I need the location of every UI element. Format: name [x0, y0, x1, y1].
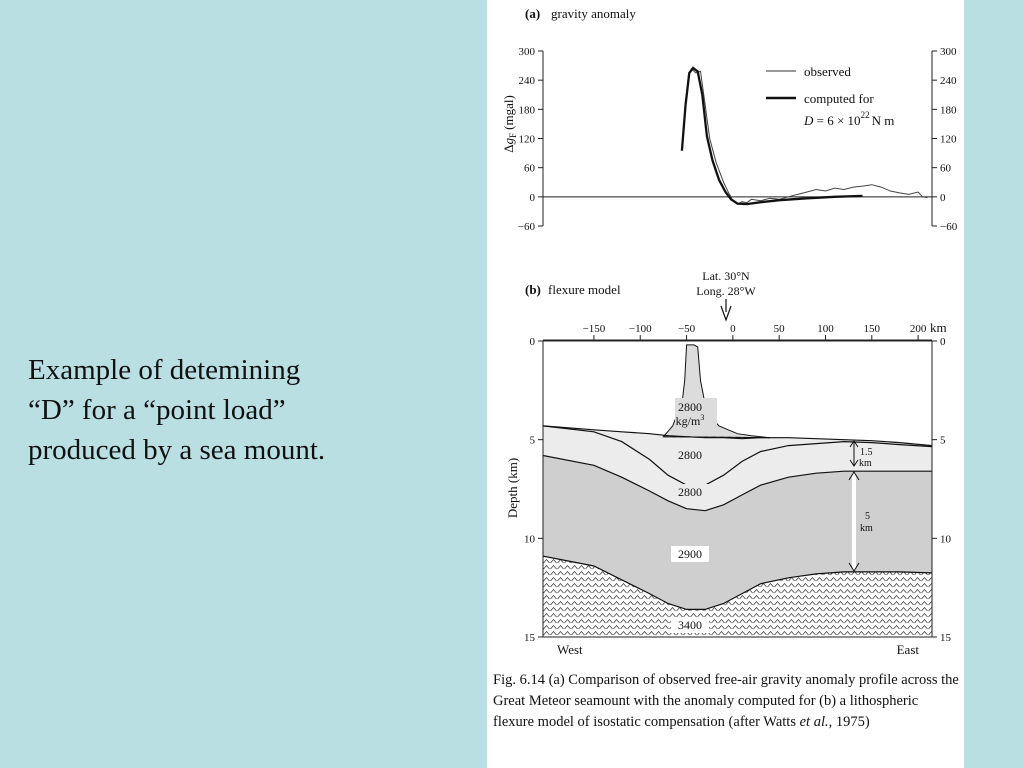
east-label: East [896, 642, 919, 657]
slide-text-line-3: produced by a sea mount. [28, 434, 326, 466]
slide-text [28, 350, 448, 470]
ylabel-delta: Δ [501, 144, 516, 153]
figure-caption [493, 670, 959, 733]
panel-b-xtick-label: 0 [730, 323, 736, 335]
legend-computed-label: computed for [804, 91, 874, 106]
panel-a-ytick-label-right: 300 [940, 46, 957, 58]
panel-a-ytick-label-right: 120 [940, 133, 957, 146]
layer2-density-label: 2800 [678, 448, 702, 462]
legend-observed-label: observed [804, 64, 851, 79]
gravity-anomaly-chart [501, 6, 958, 233]
location-arrow-icon [721, 299, 731, 320]
caption-italic: et al. [799, 714, 829, 730]
panel-a-ytick-label-left: 300 [518, 46, 535, 58]
panel-a-ytick-label-left: 240 [518, 75, 535, 88]
formula-d: D [804, 113, 814, 128]
formula-exp: 22 [860, 110, 870, 120]
panel-b-ytick-label-left: 5 [529, 434, 535, 447]
crust3-density-label: 2900 [678, 547, 702, 561]
panel-b-xtick-label: 100 [817, 323, 834, 335]
panel-b-xtick-label: −100 [628, 323, 652, 335]
legend-computed-formula [803, 110, 894, 128]
lower-thickness-unit: km [860, 523, 873, 534]
panel-b-xtick-label: 200 [909, 323, 927, 335]
caption-suffix: , 1975) [828, 714, 870, 730]
ylabel-g: g [501, 137, 516, 145]
lower-thickness-value: 5 [865, 511, 870, 522]
mantle-density-label: 3400 [678, 618, 702, 632]
panel-a-ytick-label-left: −60 [517, 221, 535, 233]
panel-b-ytick-label-right: 5 [940, 434, 946, 447]
formula-unit: N m [871, 113, 895, 128]
panel-a-ytick-label-right: 60 [940, 162, 951, 175]
panel-b-xtick-label: −150 [582, 323, 606, 335]
panel-a-ytick-label-left: 0 [529, 191, 535, 204]
formula-mid: = 6 × 10 [813, 113, 861, 128]
figure-panel [487, 0, 964, 768]
upper-thickness-value: 1.5 [860, 447, 873, 458]
panel-a-legend [766, 64, 894, 128]
panel-a-ytick-label-left: 180 [518, 104, 535, 117]
west-label: West [557, 642, 583, 657]
lower-thickness-bar [852, 473, 856, 570]
figure-svg [487, 0, 964, 665]
panel-b-xtick-label: 50 [773, 323, 785, 335]
panel-a-ytick-label-right: −60 [940, 221, 958, 233]
panel-a-label: (a) [525, 6, 541, 21]
slide-text-line-1: Example of detemining [28, 354, 301, 386]
panel-b-ytick-label-left: 10 [524, 533, 535, 546]
observed-series-line [682, 70, 928, 205]
panel-b-xtick-label: −50 [677, 323, 696, 335]
panel-a-title: gravity anomaly [551, 6, 636, 21]
ylabel-unit: (mgal) [501, 95, 516, 130]
seamount-unit-exp: 3 [700, 413, 705, 422]
panel-b-xtick-label: 150 [863, 323, 881, 335]
panel-b-ytick-label-left: 0 [529, 336, 535, 348]
marker-lat-label: Lat. 30°N [702, 269, 750, 283]
panel-a-ytick-label-left: 60 [524, 162, 535, 175]
panel-b-ytick-label-left: 15 [524, 632, 535, 644]
layer3-density-label: 2800 [678, 485, 702, 499]
marker-long-label: Long. 28°W [696, 284, 756, 298]
seamount-density-unit [676, 413, 705, 428]
ylabel-sub: F [508, 132, 518, 138]
panel-b-ylabel: Depth (km) [505, 457, 520, 519]
panel-b-ytick-label-right: 0 [940, 336, 946, 348]
panel-a-ytick-label-left: 120 [518, 133, 535, 146]
panel-a-ytick-label-right: 240 [940, 75, 957, 88]
panel-a-ytick-label-right: 0 [940, 191, 946, 204]
panel-a-ytick-label-right: 180 [940, 104, 957, 117]
panel-b-xunit: km [930, 320, 947, 335]
panel-b-label: (b) [525, 282, 541, 297]
panel-b-title: flexure model [548, 282, 621, 297]
flexure-model-chart [505, 269, 952, 657]
panel-a-ylabel [501, 95, 518, 153]
caption-prefix: Fig. 6.14 (a) Comparison of observed free-air gravity anomaly profile across the Great Meteor seamount with the anomaly computed for (b) a lithospheric flexure model of isostatic compensation (after Watts [493, 672, 959, 730]
seamount-density-value: 2800 [678, 400, 702, 414]
panel-b-ytick-label-right: 10 [940, 533, 951, 546]
panel-b-ytick-label-right: 15 [940, 632, 951, 644]
upper-thickness-unit: km [859, 458, 872, 469]
slide-text-line-2: “D” for a “point load” [28, 394, 286, 426]
seamount-unit-text: kg/m [675, 414, 701, 428]
